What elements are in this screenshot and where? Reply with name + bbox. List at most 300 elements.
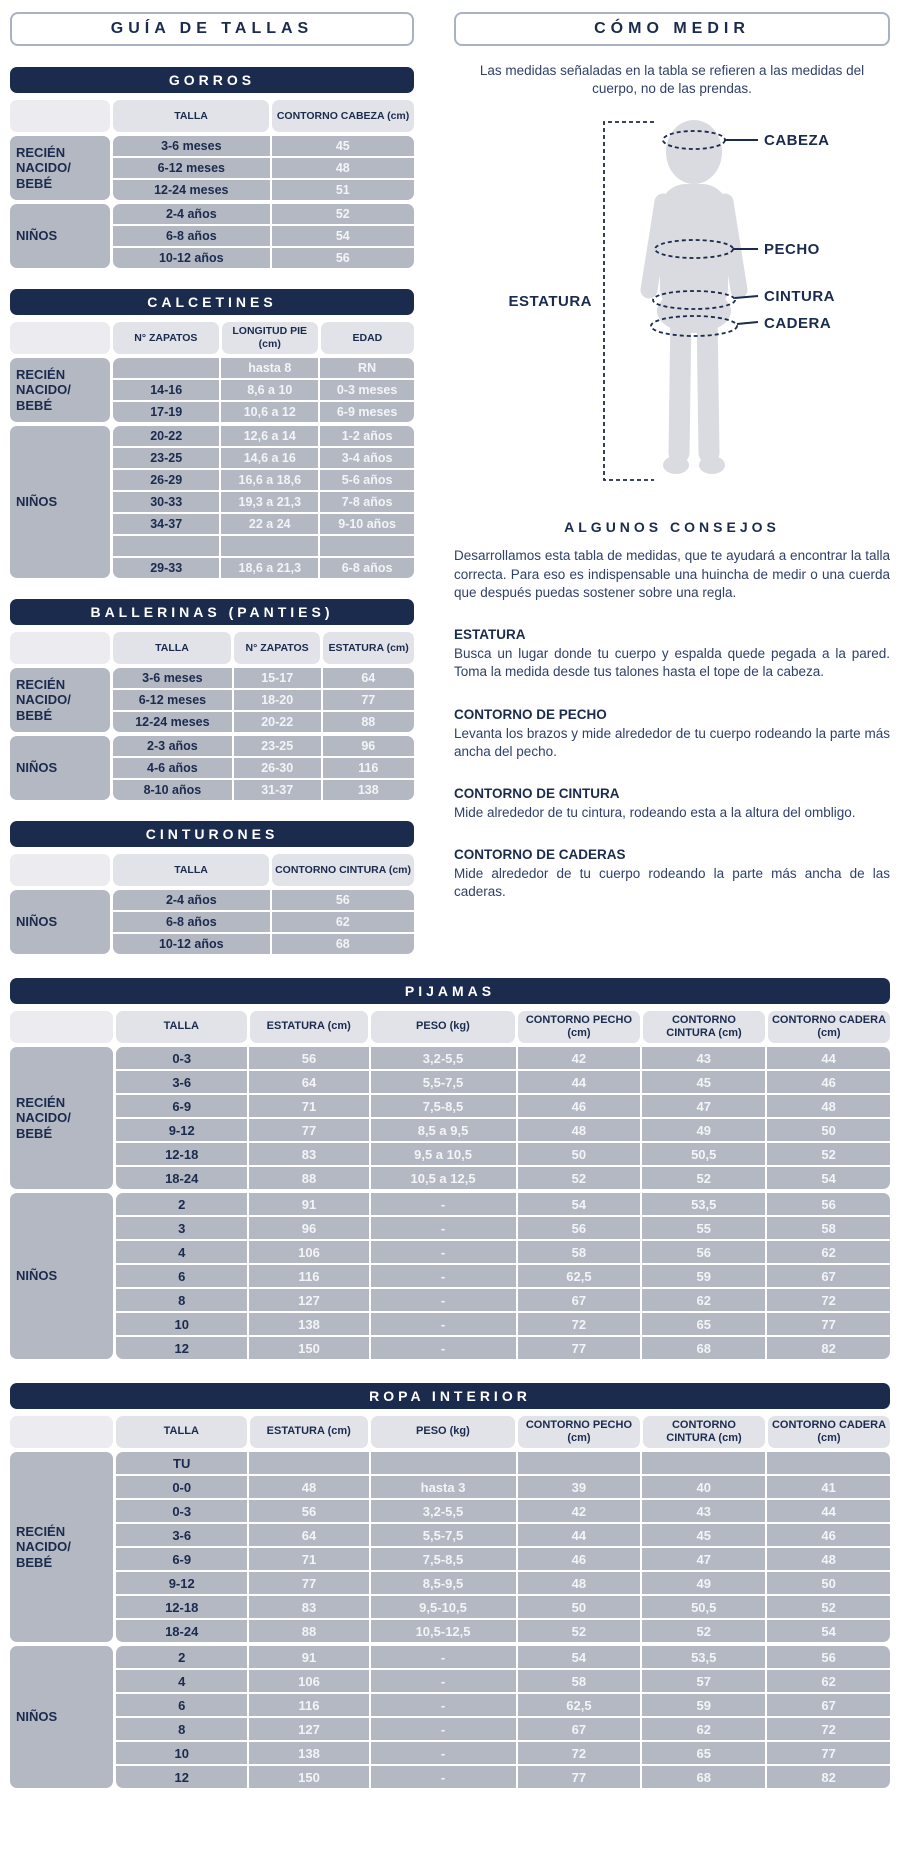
table-cell: 67 [767,1694,890,1716]
header-corner-spacer [10,100,110,132]
table-cell: 77 [767,1313,890,1335]
table-cell: 5,5-7,5 [371,1071,516,1093]
table-row [116,1620,890,1642]
table-cell: 77 [249,1572,368,1594]
table-cell: 23-25 [113,448,219,468]
calcetines-section [10,289,414,578]
table-cell: 56 [518,1217,641,1239]
header-corner-spacer [10,854,110,886]
table-cell [320,536,414,556]
table-cell: 12-24 meses [113,180,270,200]
column-headers [116,1416,890,1448]
table-row [116,1217,890,1239]
column-header: ESTATURA (cm) [323,632,414,664]
column-header: CONTORNO CADERA (cm) [768,1011,890,1043]
table-row [116,1596,890,1618]
tip-title: ESTATURA [454,627,526,643]
table-row [113,736,414,756]
table-cell: 8,5-9,5 [371,1572,516,1594]
table-row [113,712,414,732]
table-cell: 12-18 [116,1596,247,1618]
how-to-measure-column [454,12,890,902]
row-group-label: RECIÉN NACIDO/ BEBÉ [10,136,110,200]
table-cell: 30-33 [113,492,219,512]
table-cell: 59 [642,1694,765,1716]
table-cell: 39 [518,1476,641,1498]
table-header-row [10,100,414,132]
table-cell: 56 [767,1646,890,1668]
row-group-label: NIÑOS [10,204,110,268]
table-cell: 53,5 [642,1193,765,1215]
table-cell [113,536,219,556]
table-cell: 2-4 años [113,204,270,224]
table-group [10,1452,890,1642]
row-group-label: NIÑOS [10,890,110,954]
ropa-interior-section [10,1383,890,1788]
table-cell: 3 [116,1217,247,1239]
table-cell: 18,6 a 21,3 [221,558,318,578]
table-cell: 68 [272,934,414,954]
pijamas-table [10,1011,890,1359]
table-cell: 6 [116,1694,247,1716]
table-cell: 9-12 [116,1119,247,1141]
table-cell: 52 [767,1596,890,1618]
table-cell: 65 [642,1742,765,1764]
group-rows [116,1646,890,1788]
gorros-section [10,67,414,268]
table-cell: 0-3 meses [320,380,414,400]
table-cell: 44 [767,1500,890,1522]
table-cell: 10,5 a 12,5 [371,1167,516,1189]
table-cell: 26-29 [113,470,219,490]
cintura-label: CINTURA [764,288,835,306]
table-cell: 62 [767,1670,890,1692]
table-cell [518,1452,641,1474]
ballerinas-header-bar: BALLERINAS (PANTIES) [10,599,414,625]
column-header: TALLA [116,1011,247,1043]
table-cell: 55 [642,1217,765,1239]
table-cell: 20-22 [234,712,321,732]
table-cell: 56 [642,1241,765,1263]
table-cell: 62,5 [518,1694,641,1716]
table-cell: 3-6 meses [113,136,270,156]
table-row [116,1241,890,1263]
pecho-label: PECHO [764,241,820,259]
table-row [113,780,414,800]
table-cell: 48 [767,1548,890,1570]
table-cell: 9,5-10,5 [371,1596,516,1618]
table-cell: 10-12 años [113,934,270,954]
tip-title: CONTORNO DE PECHO [454,706,607,722]
table-cell: 12 [116,1766,247,1788]
header-corner-spacer [10,1011,113,1043]
table-row [113,668,414,688]
table-cell: 45 [642,1071,765,1093]
table-cell: 59 [642,1265,765,1287]
table-cell: 3,2-5,5 [371,1047,516,1069]
table-cell: 77 [518,1766,641,1788]
table-cell: 62,5 [518,1265,641,1287]
table-cell: 3,2-5,5 [371,1500,516,1522]
table-group [10,1193,890,1359]
table-row [116,1193,890,1215]
table-row [116,1694,890,1716]
column-header: LONGITUD PIE (cm) [222,322,318,354]
table-cell: 10,6 a 12 [221,402,318,422]
table-cell: 91 [249,1646,368,1668]
column-header: CONTORNO CINTURA (cm) [643,1416,765,1448]
table-cell: 47 [642,1548,765,1570]
cadera-label: CADERA [764,315,832,333]
table-cell: 18-20 [234,690,321,710]
how-to-measure-title: CÓMO MEDIR [594,20,750,37]
table-row [113,426,414,446]
table-cell [371,1452,516,1474]
tips-intro-text: Desarrollamos esta tabla de medidas, que te ayudará a encontrar la talla correcta. Para eso es indispensable una huincha de medir o una cuerda que después puedas sostener sobre una regla. [454,548,890,600]
table-cell: 6-8 años [113,912,270,932]
table-cell: 56 [249,1500,368,1522]
table-cell: 68 [642,1337,765,1359]
table-cell: 4-6 años [113,758,232,778]
table-cell: - [371,1742,516,1764]
table-cell: 127 [249,1718,368,1740]
ropa-interior-header-bar: ROPA INTERIOR [10,1383,890,1409]
table-cell: 2 [116,1193,247,1215]
table-row [113,690,414,710]
table-cell: 23-25 [234,736,321,756]
table-header-row [10,854,414,886]
table-cell: 58 [518,1670,641,1692]
column-header: CONTORNO PECHO (cm) [518,1416,640,1448]
table-cell: 4 [116,1241,247,1263]
table-cell: 138 [323,780,414,800]
table-cell: 22 a 24 [221,514,318,534]
table-cell: 9-12 [116,1572,247,1594]
table-cell: 7,5-8,5 [371,1548,516,1570]
column-header: TALLA [113,854,269,886]
table-cell: 83 [249,1143,368,1165]
table-cell: 46 [518,1095,641,1117]
table-cell: 10 [116,1313,247,1335]
table-cell: 19,3 a 21,3 [221,492,318,512]
table-cell: 40 [642,1476,765,1498]
table-cell: 6-9 [116,1095,247,1117]
table-cell: - [371,1670,516,1692]
table-row [116,1071,890,1093]
table-cell: 88 [249,1167,368,1189]
table-cell: 56 [272,248,414,268]
column-header: N° ZAPATOS [113,322,219,354]
row-group-label: RECIÉN NACIDO/ BEBÉ [10,668,110,732]
table-cell: 77 [767,1742,890,1764]
table-group [10,1047,890,1189]
table-group [10,1646,890,1788]
row-group-label: RECIÉN NACIDO/ BEBÉ [10,358,110,422]
table-cell: 54 [518,1646,641,1668]
table-cell: 6-9 meses [320,402,414,422]
table-cell [249,1452,368,1474]
table-row [116,1742,890,1764]
table-cell: 54 [518,1193,641,1215]
table-cell: 31-37 [234,780,321,800]
size-tables-column [10,12,414,954]
table-cell: 10-12 años [113,248,270,268]
table-row [116,1289,890,1311]
header-corner-spacer [10,1416,113,1448]
table-cell: 96 [323,736,414,756]
header-corner-spacer [10,632,110,664]
column-headers [113,100,414,132]
table-row [113,470,414,490]
table-cell: 62 [642,1718,765,1740]
table-cell: 16,6 a 18,6 [221,470,318,490]
table-cell: 96 [249,1217,368,1239]
table-row [113,758,414,778]
table-row [113,934,414,954]
table-row [116,1670,890,1692]
table-cell: 8,6 a 10 [221,380,318,400]
how-to-measure-title-box [454,12,890,46]
table-cell: 9,5 a 10,5 [371,1143,516,1165]
table-cell: 2-3 años [113,736,232,756]
table-cell: 7-8 años [320,492,414,512]
table-cell: 5,5-7,5 [371,1524,516,1546]
table-cell: 65 [642,1313,765,1335]
table-cell: 56 [249,1047,368,1069]
table-cell: 82 [767,1766,890,1788]
tips-section-title: ALGUNOS CONSEJOS [564,519,780,536]
column-header: CONTORNO CINTURA (cm) [272,854,414,886]
table-cell: 50,5 [642,1596,765,1618]
ballerinas-table [10,632,414,800]
table-cell: 71 [249,1095,368,1117]
table-cell: 49 [642,1119,765,1141]
table-cell: 8-10 años [113,780,232,800]
table-cell: 62 [272,912,414,932]
table-cell: RN [320,358,414,378]
table-row [116,1313,890,1335]
ropa-interior-table [10,1416,890,1788]
row-group-label: RECIÉN NACIDO/ BEBÉ [10,1452,113,1642]
table-cell: 138 [249,1313,368,1335]
table-cell: 49 [642,1572,765,1594]
height-measure-line [604,122,654,480]
column-header: CONTORNO PECHO (cm) [518,1011,640,1043]
table-row [116,1718,890,1740]
table-cell: 52 [518,1167,641,1189]
table-cell: 62 [767,1241,890,1263]
table-cell: 58 [767,1217,890,1239]
group-rows [113,890,414,954]
table-cell: 10 [116,1742,247,1764]
table-row [113,136,414,156]
guide-title: GUÍA DE TALLAS [110,20,314,37]
table-cell: - [371,1217,516,1239]
table-row [113,204,414,224]
group-rows [113,426,414,578]
table-cell: 56 [272,890,414,910]
table-cell: 48 [767,1095,890,1117]
table-cell: 50,5 [642,1143,765,1165]
cinturones-table [10,854,414,954]
ballerinas-section [10,599,414,800]
header-corner-spacer [10,322,110,354]
table-header-row [10,1416,890,1448]
table-cell: 12-24 meses [113,712,232,732]
table-cell: 41 [767,1476,890,1498]
cinturones-header-bar: CINTURONES [10,821,414,847]
table-cell: 52 [642,1167,765,1189]
group-rows [113,204,414,268]
table-header-row [10,322,414,354]
table-cell [642,1452,765,1474]
table-row [116,1524,890,1546]
table-cell: 52 [767,1143,890,1165]
pijamas-section [10,978,890,1359]
table-cell: 77 [249,1119,368,1141]
table-cell: 68 [642,1766,765,1788]
tip-contorno-pecho [454,707,890,761]
table-cell: 88 [323,712,414,732]
table-cell: 56 [767,1193,890,1215]
tip-text: Levanta los brazos y mide alrededor de tu cuerpo rodeando la parte más ancha del pecho. [454,725,890,759]
table-cell: 3-4 años [320,448,414,468]
table-cell: 3-6 meses [113,668,232,688]
table-cell: 0-3 [116,1047,247,1069]
group-rows [116,1193,890,1359]
table-cell: 46 [767,1524,890,1546]
guide-title-box [10,12,414,46]
table-group [10,136,414,200]
table-cell: 12 [116,1337,247,1359]
table-row [116,1143,890,1165]
child-silhouette [649,120,739,474]
table-row [113,358,414,378]
table-cell: 77 [323,690,414,710]
table-cell: 150 [249,1766,368,1788]
table-cell: 72 [518,1313,641,1335]
table-cell: 8 [116,1718,247,1740]
table-cell: 18-24 [116,1620,247,1642]
table-cell: 82 [767,1337,890,1359]
table-cell: 45 [272,136,414,156]
table-row [113,514,414,534]
table-cell: 54 [767,1167,890,1189]
table-cell: 15-17 [234,668,321,688]
table-group [10,890,414,954]
table-cell: 58 [518,1241,641,1263]
table-group [10,358,414,422]
table-cell: 48 [249,1476,368,1498]
table-row [116,1452,890,1474]
table-cell [113,358,219,378]
table-cell: 8 [116,1289,247,1311]
table-cell: 6-8 años [320,558,414,578]
table-cell: 77 [518,1337,641,1359]
table-cell: 42 [518,1047,641,1069]
table-cell: 72 [518,1742,641,1764]
table-cell: 14,6 a 16 [221,448,318,468]
table-cell: - [371,1193,516,1215]
table-row [113,226,414,246]
tip-contorno-cintura [454,786,890,822]
column-headers [113,854,414,886]
table-cell: 106 [249,1241,368,1263]
table-cell: 14-16 [113,380,219,400]
table-cell: 44 [518,1071,641,1093]
table-cell: 7,5-8,5 [371,1095,516,1117]
table-cell: 127 [249,1289,368,1311]
table-cell: 29-33 [113,558,219,578]
table-cell: 8,5 a 9,5 [371,1119,516,1141]
table-row [116,1548,890,1570]
table-cell: 6-8 años [113,226,270,246]
table-cell: 6-12 meses [113,690,232,710]
table-cell: 54 [767,1620,890,1642]
table-header-row [10,632,414,664]
table-cell: hasta 3 [371,1476,516,1498]
table-row [116,1572,890,1594]
table-cell: 71 [249,1548,368,1570]
table-row [113,158,414,178]
column-header: ESTATURA (cm) [250,1011,368,1043]
pijamas-header-bar: PIJAMAS [10,978,890,1004]
table-cell: 52 [642,1620,765,1642]
table-row [116,1167,890,1189]
table-group [10,736,414,800]
table-cell: 46 [518,1548,641,1570]
table-cell: 72 [767,1289,890,1311]
table-cell: 34-37 [113,514,219,534]
table-row [113,380,414,400]
table-cell: 2 [116,1646,247,1668]
table-cell: 53,5 [642,1646,765,1668]
table-cell: 50 [767,1119,890,1141]
row-group-label: NIÑOS [10,1646,113,1788]
group-rows [116,1452,890,1642]
table-row [113,492,414,512]
table-cell: 3-6 [116,1524,247,1546]
table-cell: 47 [642,1095,765,1117]
table-cell: - [371,1241,516,1263]
table-cell: 48 [272,158,414,178]
table-cell: 1-2 años [320,426,414,446]
group-rows [113,358,414,422]
row-group-label: NIÑOS [10,1193,113,1359]
gorros-table [10,100,414,268]
table-cell: 12-18 [116,1143,247,1165]
table-cell: 51 [272,180,414,200]
column-header: CONTORNO CADERA (cm) [768,1416,890,1448]
column-header: N° ZAPATOS [234,632,320,664]
table-cell: 6 [116,1265,247,1287]
table-group [10,204,414,268]
table-row [116,1500,890,1522]
table-cell: 50 [767,1572,890,1594]
group-rows [116,1047,890,1189]
table-cell: 2-4 años [113,890,270,910]
table-cell: 67 [518,1718,641,1740]
table-cell: 116 [249,1694,368,1716]
table-cell: - [371,1766,516,1788]
table-cell: 6-12 meses [113,158,270,178]
column-header: PESO (kg) [371,1011,515,1043]
table-cell: 18-24 [116,1167,247,1189]
table-cell: hasta 8 [221,358,318,378]
group-rows [113,736,414,800]
column-header: EDAD [321,322,414,354]
table-cell: 150 [249,1337,368,1359]
